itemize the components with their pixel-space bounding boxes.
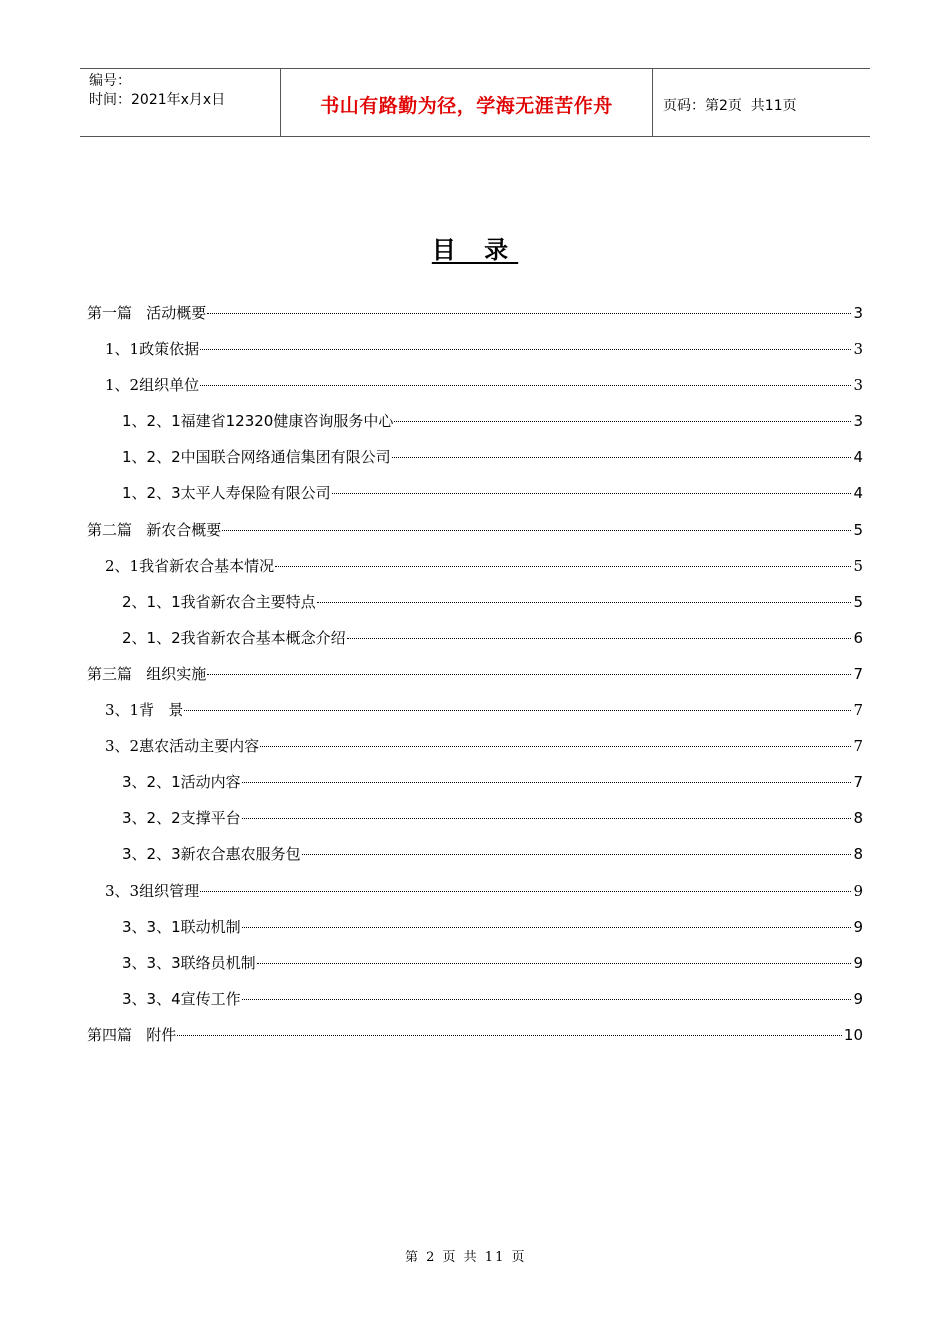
toc-leader-dots bbox=[302, 854, 852, 855]
toc-entry-label: 3、3组织管理 bbox=[105, 881, 200, 900]
toc-page-number: 3 bbox=[853, 376, 863, 395]
toc-entry-3-2[interactable] bbox=[87, 733, 863, 769]
table-of-contents bbox=[87, 300, 863, 1058]
toc-entry-label: 3、2、2支撑平台 bbox=[122, 809, 241, 828]
toc-page-number: 4 bbox=[853, 484, 863, 503]
toc-leader-dots bbox=[260, 746, 851, 747]
toc-page-number: 7 bbox=[853, 664, 863, 683]
motto-text: 书山有路勤为径，学海无涯苦作舟 bbox=[320, 95, 613, 117]
toc-page-number: 9 bbox=[853, 989, 863, 1008]
toc-entry-label: 3、2、1活动内容 bbox=[122, 773, 241, 792]
toc-leader-dots bbox=[200, 349, 851, 350]
toc-entry-part2[interactable] bbox=[87, 517, 863, 553]
toc-entry-2-1-1[interactable] bbox=[87, 589, 863, 625]
toc-entry-label: 3、1背 景 bbox=[105, 701, 184, 720]
toc-page-number: 3 bbox=[853, 304, 863, 322]
toc-page-number: 9 bbox=[853, 917, 863, 936]
toc-entry-1-2-1[interactable] bbox=[87, 408, 863, 444]
toc-entry-label: 1、2、2中国联合网络通信集团有限公司 bbox=[122, 448, 391, 467]
toc-leader-dots bbox=[392, 457, 852, 458]
toc-page-number: 5 bbox=[853, 556, 863, 575]
toc-entry-label: 3、2惠农活动主要内容 bbox=[105, 737, 260, 756]
toc-leader-dots bbox=[184, 710, 851, 711]
toc-entry-label: 1、1政策依据 bbox=[105, 340, 200, 359]
toc-entry-label: 第三篇 组织实施 bbox=[87, 664, 207, 683]
toc-page-number: 9 bbox=[853, 953, 863, 972]
toc-leader-dots bbox=[177, 1035, 842, 1036]
toc-entry-1-2-3[interactable] bbox=[87, 480, 863, 516]
toc-page-number: 5 bbox=[853, 592, 863, 611]
toc-page-number: 7 bbox=[853, 773, 863, 792]
toc-entry-label: 1、2组织单位 bbox=[105, 376, 200, 395]
toc-page-number: 10 bbox=[843, 1025, 863, 1044]
toc-entry-part1[interactable] bbox=[87, 300, 863, 336]
page-header bbox=[80, 68, 870, 137]
toc-entry-1-2-2[interactable] bbox=[87, 444, 863, 480]
toc-title-text: 目 录 bbox=[431, 236, 519, 264]
toc-entry-label: 1、2、3太平人寿保险有限公司 bbox=[122, 484, 331, 503]
toc-entry-part4[interactable] bbox=[87, 1022, 863, 1058]
toc-leader-dots bbox=[242, 927, 852, 928]
toc-page-number: 6 bbox=[853, 628, 863, 647]
toc-leader-dots bbox=[257, 963, 852, 964]
toc-title bbox=[0, 230, 950, 265]
toc-entry-3-3[interactable] bbox=[87, 878, 863, 914]
header-number-label: 编号： bbox=[89, 73, 131, 89]
toc-leader-dots bbox=[347, 638, 852, 639]
toc-entry-3-2-3[interactable] bbox=[87, 841, 863, 877]
toc-entry-label: 2、1我省新农合基本情况 bbox=[105, 556, 275, 575]
toc-leader-dots bbox=[222, 530, 851, 531]
toc-entry-3-3-1[interactable] bbox=[87, 914, 863, 950]
toc-entry-label: 2、1、2我省新农合基本概念介绍 bbox=[122, 628, 346, 647]
toc-entry-label: 第四篇 附件 bbox=[87, 1025, 177, 1044]
page-info-text: 页码：第2页 共11页 bbox=[663, 97, 797, 114]
toc-page-number: 7 bbox=[853, 701, 863, 720]
toc-leader-dots bbox=[275, 566, 851, 567]
toc-entry-label: 2、1、1我省新农合主要特点 bbox=[122, 592, 316, 611]
toc-entry-label: 第一篇 活动概要 bbox=[87, 304, 207, 322]
toc-entry-part3[interactable] bbox=[87, 661, 863, 697]
page-footer bbox=[0, 1246, 950, 1265]
toc-leader-dots bbox=[242, 999, 852, 1000]
toc-entry-label: 3、3、1联动机制 bbox=[122, 917, 241, 936]
toc-entry-label: 3、3、4宣传工作 bbox=[122, 989, 241, 1008]
header-meta bbox=[80, 69, 281, 136]
toc-entry-3-3-4[interactable] bbox=[87, 986, 863, 1022]
toc-page-number: 8 bbox=[853, 845, 863, 864]
header-page-info bbox=[653, 69, 870, 136]
toc-page-number: 3 bbox=[853, 412, 863, 431]
toc-entry-label: 3、2、3新农合惠农服务包 bbox=[122, 845, 301, 864]
toc-entry-label: 1、2、1福建省12320健康咨询服务中心 bbox=[122, 412, 394, 431]
toc-leader-dots bbox=[207, 674, 851, 675]
toc-leader-dots bbox=[207, 313, 851, 314]
toc-entry-3-2-1[interactable] bbox=[87, 769, 863, 805]
toc-entry-3-2-2[interactable] bbox=[87, 805, 863, 841]
toc-page-number: 9 bbox=[853, 881, 863, 900]
toc-leader-dots bbox=[200, 385, 851, 386]
toc-leader-dots bbox=[242, 818, 852, 819]
toc-leader-dots bbox=[394, 421, 851, 422]
toc-entry-3-1[interactable] bbox=[87, 697, 863, 733]
toc-entry-label: 第二篇 新农合概要 bbox=[87, 520, 222, 539]
toc-entry-3-3-3[interactable] bbox=[87, 950, 863, 986]
toc-page-number: 4 bbox=[853, 448, 863, 467]
toc-leader-dots bbox=[317, 602, 852, 603]
header-motto bbox=[281, 69, 653, 136]
toc-leader-dots bbox=[242, 782, 852, 783]
toc-page-number: 5 bbox=[853, 520, 863, 539]
toc-entry-label: 3、3、3联络员机制 bbox=[122, 953, 256, 972]
toc-leader-dots bbox=[332, 493, 852, 494]
footer-page-number: 第 2 页 共 11 页 bbox=[405, 1250, 527, 1265]
toc-page-number: 3 bbox=[853, 340, 863, 359]
toc-entry-1-2[interactable] bbox=[87, 372, 863, 408]
header-time-label: 时间：2021年x月x日 bbox=[89, 92, 226, 108]
toc-entry-2-1[interactable] bbox=[87, 553, 863, 589]
toc-page-number: 8 bbox=[853, 809, 863, 828]
toc-entry-1-1[interactable] bbox=[87, 336, 863, 372]
toc-page-number: 7 bbox=[853, 737, 863, 756]
toc-leader-dots bbox=[200, 891, 851, 892]
toc-entry-2-1-2[interactable] bbox=[87, 625, 863, 661]
